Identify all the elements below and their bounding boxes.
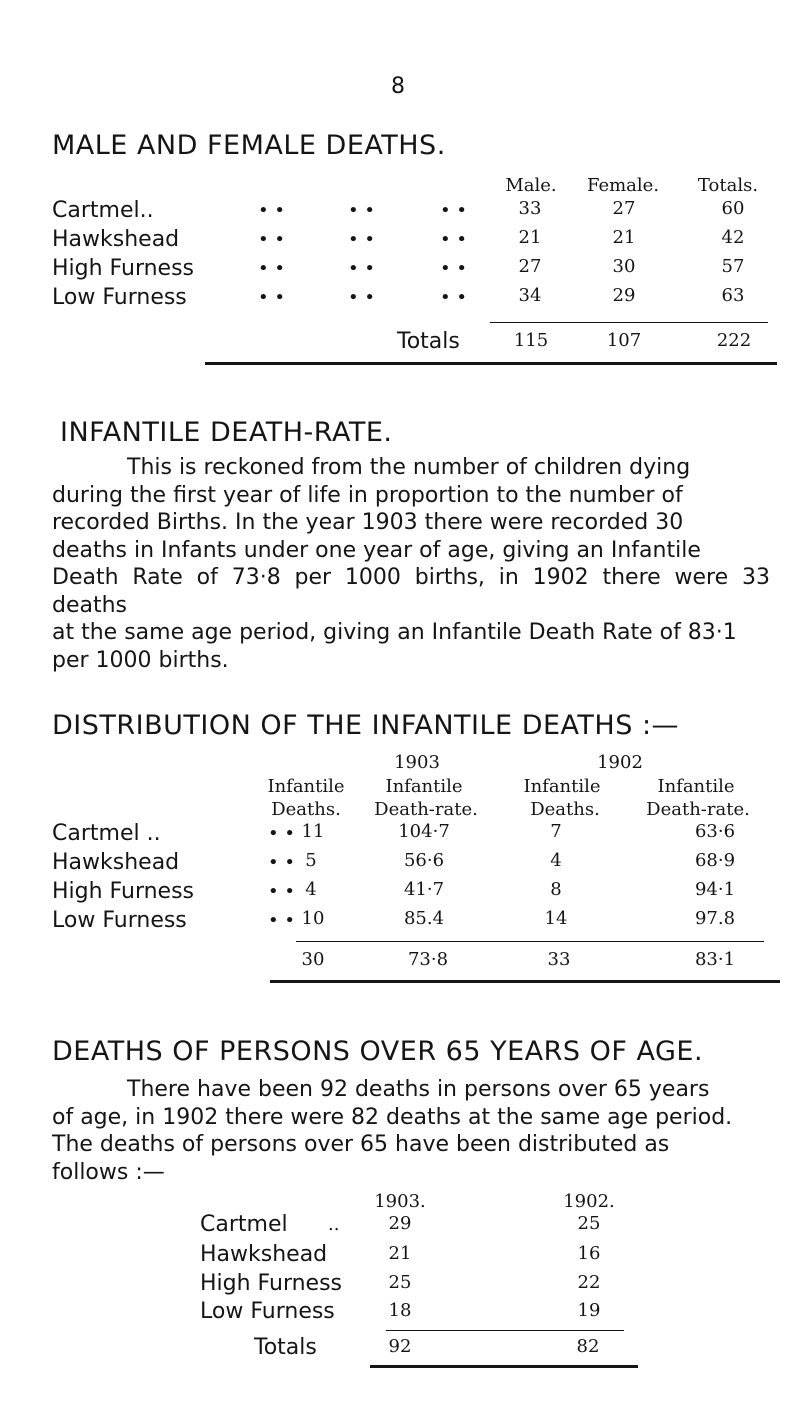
year-header-1902: 1902 — [597, 752, 643, 773]
year-header-1903: 1903 — [394, 752, 440, 773]
leader-dots: • • — [268, 881, 295, 902]
rate-1902: 94·1 — [694, 879, 736, 900]
col-header: Deaths. — [271, 799, 341, 820]
female-value: 27 — [612, 198, 636, 219]
section-heading-infantile-rate: INFANTILE DEATH-RATE. — [60, 417, 393, 448]
deaths-1902: 7 — [550, 821, 562, 842]
col-header: Infantile — [657, 776, 735, 797]
male-value: 33 — [518, 198, 542, 219]
rate-1902: 97.8 — [694, 908, 736, 929]
value-1902: 16 — [577, 1243, 601, 1264]
total-1902: 82 — [576, 1336, 600, 1357]
section-heading-distribution: DISTRIBUTION OF THE INFANTILE DEATHS :— — [52, 710, 680, 741]
section-heading-over-65: DEATHS OF PERSONS OVER 65 YEARS OF AGE. — [52, 1036, 704, 1067]
row-label: Cartmel.. — [52, 198, 154, 223]
rate-1903: 41·7 — [403, 879, 445, 900]
leader-dots: • • — [348, 229, 375, 250]
value-1903: 18 — [388, 1300, 412, 1321]
row-label: Low Furness — [200, 1299, 335, 1324]
leader-dots: • • — [268, 910, 295, 931]
row-label: Hawkshead — [52, 850, 180, 875]
deaths-1902: 8 — [550, 879, 562, 900]
male-value: 21 — [518, 227, 542, 248]
total-value: 63 — [721, 285, 745, 306]
total-value: 60 — [721, 198, 745, 219]
rate-1902: 63·6 — [694, 821, 736, 842]
col-header: Death-rate. — [646, 799, 750, 820]
col-header: Infantile — [385, 776, 463, 797]
rate-1903: 85.4 — [403, 908, 445, 929]
leader-dots: • • — [440, 287, 467, 308]
row-label: High Furness — [200, 1271, 343, 1296]
paragraph-line: recorded Births. In the year 1903 there were recorded 30 — [52, 510, 684, 535]
leader-dots: • • — [268, 823, 295, 844]
grand-total: 222 — [716, 330, 752, 351]
total-1903: 92 — [388, 1336, 412, 1357]
value-1902: 22 — [577, 1272, 601, 1293]
leader-dots: • • — [348, 258, 375, 279]
leader-dots: • • — [268, 852, 295, 873]
female-value: 21 — [612, 227, 636, 248]
male-value: 34 — [518, 285, 542, 306]
deaths-1903: 11 — [301, 821, 325, 842]
rate-1903: 104·7 — [398, 821, 450, 842]
row-label: Cartmel .. — [52, 821, 161, 846]
rate-1903: 56·6 — [403, 850, 445, 871]
male-total: 115 — [513, 330, 549, 351]
deaths-1902: 4 — [550, 850, 562, 871]
female-value: 29 — [612, 285, 636, 306]
totals-label: Totals — [397, 329, 460, 354]
female-value: 30 — [612, 256, 636, 277]
value-1903: 29 — [388, 1213, 412, 1234]
rate-1902-total: 83·1 — [694, 949, 736, 970]
row-label: Low Furness — [52, 908, 187, 933]
paragraph-line: follows :— — [52, 1159, 165, 1185]
value-1903: 21 — [388, 1243, 412, 1264]
deaths-1902: 14 — [544, 908, 568, 929]
total-rule — [386, 1330, 624, 1331]
total-rule — [490, 322, 768, 323]
leader-dots: • • — [258, 229, 285, 250]
table-bottom-rule — [370, 1365, 638, 1368]
paragraph-line: of age, in 1902 there were 82 deaths at the same age period. — [52, 1104, 733, 1130]
col-header: Death-rate. — [374, 799, 478, 820]
paragraph-line: Death Rate of 73·8 per 1000 births, in 1902 there were 33 deaths — [52, 565, 770, 618]
year-header-1902: 1902. — [563, 1191, 615, 1212]
col-header-male: Male. — [505, 175, 557, 196]
deaths-1902-total: 33 — [547, 949, 571, 970]
deaths-1903-total: 30 — [301, 949, 325, 970]
infantile-rate-paragraph — [52, 454, 770, 674]
leader-dots: • • — [258, 287, 285, 308]
col-header: Infantile — [267, 776, 345, 797]
deaths-1903: 10 — [301, 908, 325, 929]
female-total: 107 — [606, 330, 642, 351]
total-value: 42 — [721, 227, 745, 248]
paragraph-line: deaths in Infants under one year of age, giving an Infantile — [52, 537, 701, 563]
deaths-1903: 5 — [305, 850, 317, 871]
paragraph-line: There have been 92 deaths in persons over 65 years — [127, 1077, 710, 1102]
total-value: 57 — [721, 256, 745, 277]
leader-dots: • • — [440, 258, 467, 279]
table-bottom-rule — [205, 362, 777, 365]
value-1903: 25 — [388, 1272, 412, 1293]
row-label: Low Furness — [52, 285, 187, 310]
leader-dots: • • — [258, 258, 285, 279]
paragraph-line: This is reckoned from the number of children dying — [127, 455, 691, 480]
paragraph-line: during the first year of life in proportion to the number of — [52, 482, 683, 508]
value-1902: 19 — [577, 1300, 601, 1321]
row-label: High Furness — [52, 879, 195, 904]
leader-dots: • • — [440, 200, 467, 221]
page-number: 8 — [391, 74, 405, 99]
leader-dots: • • — [440, 229, 467, 250]
leader-dots: • • — [348, 200, 375, 221]
table-bottom-rule — [270, 980, 780, 983]
total-rule — [296, 941, 764, 942]
paragraph-line: The deaths of persons over 65 have been distributed as — [52, 1132, 670, 1157]
row-label: High Furness — [52, 256, 195, 281]
row-label: Hawkshead — [200, 1242, 328, 1267]
col-header-totals: Totals. — [697, 175, 759, 196]
over-65-paragraph — [52, 1076, 770, 1186]
deaths-1903: 4 — [305, 879, 317, 900]
col-header: Infantile — [523, 776, 601, 797]
rate-1903-total: 73·8 — [407, 949, 449, 970]
value-1902: 25 — [577, 1213, 601, 1234]
male-value: 27 — [518, 256, 542, 277]
paragraph-line: per 1000 births. — [52, 647, 229, 673]
row-label: Cartmel — [200, 1212, 288, 1237]
year-header-1903: 1903. — [374, 1191, 426, 1212]
leader-dots: • • — [258, 200, 285, 221]
rate-1902: 68·9 — [694, 850, 736, 871]
totals-label: Totals — [254, 1335, 317, 1360]
leader-dots: • • — [348, 287, 375, 308]
section-heading-male-female: MALE AND FEMALE DEATHS. — [52, 130, 446, 161]
col-header: Deaths. — [530, 799, 600, 820]
paragraph-line: at the same age period, giving an Infantile Death Rate of 83·1 — [52, 620, 737, 645]
row-label: Hawkshead — [52, 227, 180, 252]
leader-dots: .. — [328, 1214, 340, 1235]
col-header-female: Female. — [586, 175, 660, 196]
